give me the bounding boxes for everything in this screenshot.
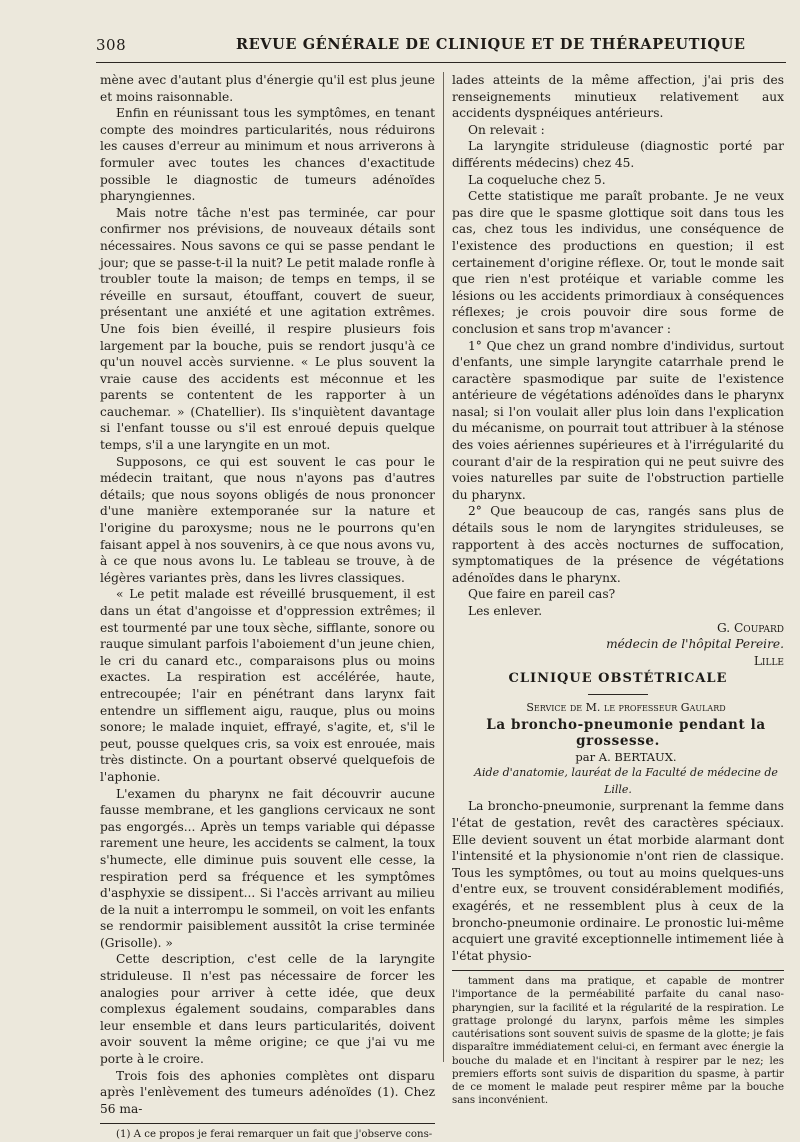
footnote: (1) A ce propos je ferai remarquer un fait que j'observe cons- [116, 1129, 433, 1141]
paragraph: Cette description, c'est celle de la laryngite striduleuse. Il n'est pas nécessaire de forcer les analogies pour arriver à cette idée, que deux complexus également soudains, comparables dans leur ensemble et dans leurs particularités, doivent avoir souvent la même origine; ce que j'ai vu me porte à le croire. [100, 952, 435, 1067]
article-author-role: Aide d'anatomie, lauréat de la Faculté de médecine de Lille. [474, 766, 778, 796]
section-rule [588, 694, 648, 695]
paragraph: lades atteints de la même affection, j'ai pris des renseignements minutieux relativement aux accidents dyspnéiques antérieurs. [452, 73, 784, 121]
paragraph: La broncho-pneumonie, surprenant la femme dans l'état de gestation, revêt des caractères spéciaux. Elle devient souvent un état morbide alarmant dont l'intensité et la physionomie n'ont rien de classique. Tous les symptômes, ou tout au moins quelques-uns d'entre eux, se trouvent considérablement modifiés, exagérés, et ne ressemblent plus à ceux de la broncho-pneumonie ordinaire. Le pronostic lui-même acquiert une gravité exceptionnelle intimement liée à l'état physio- [452, 799, 784, 963]
signature-role-line [452, 636, 784, 653]
signature [452, 620, 784, 637]
paragraph: La coqueluche chez 5. [468, 172, 606, 187]
section-heading: CLINIQUE OBSTÉTRICALE [508, 671, 728, 687]
paragraph: Mais notre tâche n'est pas terminée, car pour confirmer nos prévisions, de nouveaux détails sont nécessaires. Nous savons ce qui se passe pendant le jour; que se passe-t-il la nuit? Le petit malade ronfle à troubler toute la maison; de temps en temps, il se réveille en sursaut, étouffant, couvert de sueur, présentant une anxiété et une agitation extrêmes. Une fois bien éveillé, il respire plusieurs fois largement par la bouche, puis se rendort jusqu'à ce qu'un nouvel accès survienne. « Le plus souvent la vraie cause des accidents est méconnue et les parents se contentent de les rapporter à un cauchemar. » (Chatellier). Ils s'inquiètent davantage si l'enfant tousse ou s'il est enroué depuis quelque temps, s'il a une laryngite en un mot. [100, 205, 435, 453]
paragraph: Les enlever. [468, 604, 543, 618]
page-header [96, 36, 786, 63]
paragraph: Trois fois des aphonies complètes ont disparu après l'enlèvement des tumeurs adénoïdes (1). Chez 56 ma- [100, 1068, 435, 1116]
paragraph: 2° Que beaucoup de cas, rangés sans plus de détails sous le nom de laryngites striduleuses, se rapportent à des accès nocturnes de suffocation, symptomatiques de la présence de végétations adénoïdes dans le pharynx. [452, 504, 784, 585]
paragraph: 1° Que chez un grand nombre d'individus, surtout d'enfants, une simple laryngite catarrhale prend le caractère spasmodique par suite de l'existence antérieure de végétations adénoïdes dans le pharynx nasal; si l'on voulait aller plus loin dans l'explication du mécanisme, on pourrait tout attribuer à la sténose des voies aériennes supérieures et à l'irrégularité du courant d'air de la respiration qui ne peut suivre des voies naturelles par suite de l'obstruction partielle du pharynx. [452, 338, 784, 502]
page-number: 308 [96, 36, 127, 54]
paragraph: On relevait : [468, 122, 545, 137]
paragraph: La laryngite striduleuse (diagnostic porté par différents médecins) chez 45. [452, 139, 784, 170]
service-line: Service de M. le professeur Gaulard [526, 700, 726, 714]
article-author: par A. BERTAUX. [575, 749, 677, 764]
author-affiliation: médecin de l'hôpital Pereire. [606, 637, 784, 652]
running-title: REVUE GÉNÉRALE DE CLINIQUE ET DE THÉRAPEUTIQUE [236, 36, 746, 53]
right-column [452, 72, 784, 1107]
paragraph: mène avec d'autant plus d'énergie qu'il est plus jeune et moins raisonnable. [100, 73, 435, 104]
paragraph: Enfin en réunissant tous les symptômes, en tenant compte des moindres particularités, nous réduirons les causes d'erreur au minimum et nous arriverons à formuler avec toutes les chances d'exactitude possible le diagnostic de tumeurs adénoïdes pharyngiennes. [100, 106, 435, 204]
author-signature: G. Coupard [716, 620, 784, 635]
column-divider [443, 72, 444, 1062]
footnote-rule [100, 1123, 435, 1124]
paragraph: Que faire en pareil cas? [468, 587, 616, 602]
footnote: tamment dans ma pratique, et capable de montrer l'importance de la perméabilité parfaite du canal naso-pharyngien, sur la facilité et la régularité de la respiration. Le grattage prolongé du larynx, parfois même les simples cautérisations sont souvent suivis de spasme de la glotte; je fais disparaître immédiatement celui-ci, en fermant avec énergie la bouche du malade et en l'incitant à respirer par le nez; les premiers efforts sont suivis de disparition du spasme, à partir de ce moment le malade peut respirer même par la bouche sans inconvénient. [452, 976, 784, 1107]
paragraph: « Le petit malade est réveillé brusquement, il est dans un état d'angoisse et d'oppression extrêmes; il est tourmenté par une toux sèche, sifflante, sonore ou rauque simulant parfois l'aboiement d'un jeune chien, le cri du canard etc., comparaisons plus ou moins exactes. La respiration est accélérée, haute, entrecoupée; l'air en pénétrant dans larynx fait entendre un sifflement aigu, rauque, plus ou moins sonore; le malade inquiet, effrayé, s'agite, et, s'il le peut, pousse quelques cris, sa voix est enrouée, mais très distincte. On a pourtant observé quelquefois de l'aphonie. [100, 587, 435, 784]
footnote-rule [452, 970, 784, 971]
paragraph: Cette statistique me paraît probante. Je ne veux pas dire que le spasme glottique soit dans tous les cas, chez tous les individus, une conséquence de l'existence des productions en question; il est certainement d'origine réflexe. Or, tout le monde sait que rien n'est protéique et variable comme les lésions ou les accidents primordiaux à conséquences réflexes; je crois pouvoir dire sous forme de conclusion et sans trop m'avancer : [452, 189, 784, 336]
left-column [100, 72, 435, 1142]
signature-place: Lille [753, 653, 784, 668]
paragraph: L'examen du pharynx ne fait découvrir aucune fausse membrane, et les ganglions cervicaux ne sont pas engorgés... Après un temps variable qui dépasse rarement une heure, les accidents se calment, la toux s'humecte, elle diminue puis souvent elle cesse, la respiration perd sa fréquence et les symptômes d'asphyxie se dissipent... Si l'accès arrivant au milieu de la nuit a interrompu le sommeil, on voit les enfants se rendormir paisiblement aussitôt la crise terminée (Grisolle). » [100, 786, 435, 950]
paragraph: Supposons, ce qui est souvent le cas pour le médecin traitant, que nous n'ayons pas d'autres détails; que nous soyons obligés de nous prononcer d'une manière extemporanée sur la nature et l'origine du paroxysme; nous ne le pourrons qu'en faisant appel à nos souvenirs, à ce que nous avons vu, à ce que nous avons lu. Le tableau se trouve, à de légères variantes près, dans les livres classiques. [100, 454, 435, 585]
article-title: La broncho-pneumonie pendant la grossesse. [486, 716, 766, 749]
